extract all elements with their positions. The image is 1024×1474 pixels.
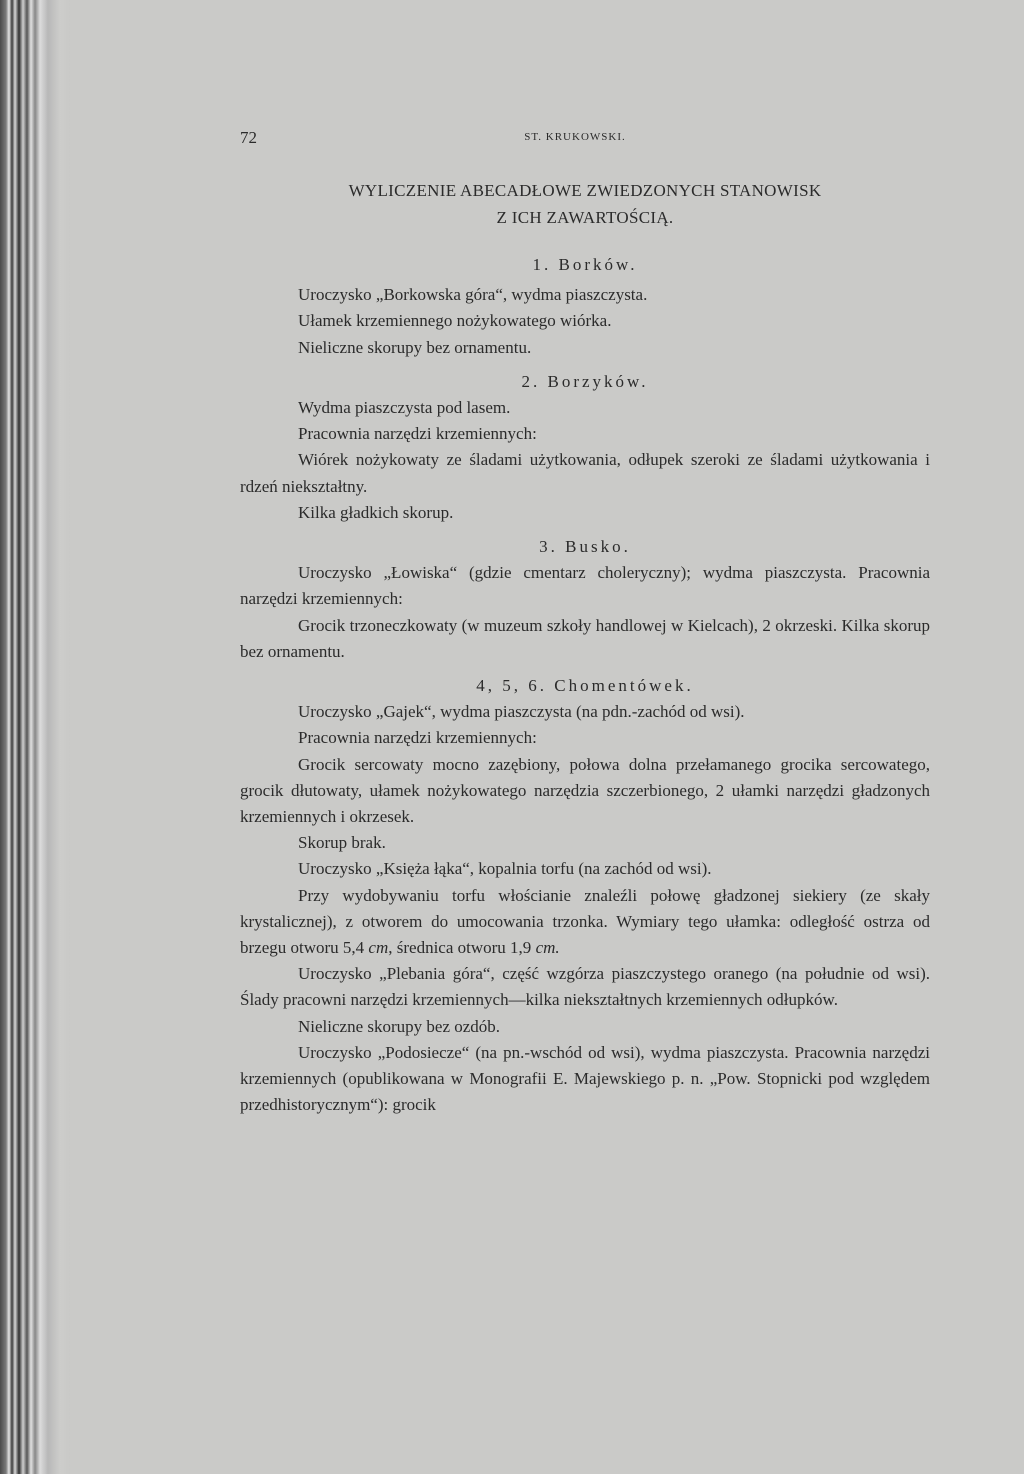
paragraph: Nieliczne skorupy bez ozdób.	[298, 1016, 501, 1036]
paragraph: Uroczysko „Plebania góra“, część wzgórza piaszczystego oranego (na południe od wsi). Ślady pracowni narzędzi krzemiennych—kilka niekształtnych krzemiennych odłupków.	[240, 964, 930, 1010]
entry-heading-chomentowek: 4, 5, 6. Chomentówek.	[476, 676, 694, 696]
paragraph: Kilka gładkich skorup.	[298, 502, 454, 522]
paragraph: Nieliczne skorupy bez ornamentu.	[298, 337, 532, 357]
main-text	[240, 252, 930, 1119]
paragraph: Uroczysko „Podosiecze“ (na pn.-wschód od wsi), wydma piaszczysta. Pracownia narzędzi krzemiennych (opublikowana w Monografii E. Majewskiego p. n. „Pow. Stopnicki pod względem przedhistorycznym“): grocik	[240, 1042, 930, 1115]
entry-heading-borzykow: 2. Borzyków.	[521, 371, 649, 391]
book-binding	[0, 0, 70, 1474]
paragraph: Pracownia narzędzi krzemiennych:	[298, 728, 537, 748]
paragraph: Uroczysko „Księża łąka“, kopalnia torfu (na zachód od wsi).	[298, 859, 712, 879]
paragraph: Grocik sercowaty mocno zazębiony, połowa dolna przełamanego grocika sercowatego, grocik dłutowaty, ułamek nożykowatego narzędzia szczerbionego, 2 ułamki narzędzi gładzonych krzemiennych i okrzesek.	[240, 754, 930, 827]
section-title	[240, 177, 930, 231]
paragraph: Uroczysko „Borkowska góra“, wydma piaszczysta.	[298, 285, 648, 305]
paragraph: Uroczysko „Łowiska“ (gdzie cmentarz choleryczny); wydma piaszczysta. Pracownia narzędzi krzemiennych:	[240, 563, 930, 609]
page-number: 72	[240, 128, 257, 147]
page-header	[240, 128, 930, 150]
paragraph: Ułamek krzemiennego nożykowatego wiórka.	[298, 311, 612, 331]
entry-heading-borkow: 1. Borków.	[532, 255, 638, 274]
entry-heading-busko: 3. Busko.	[539, 537, 631, 557]
paragraph: Uroczysko „Gajek“, wydma piaszczysta (na pdn.-zachód od wsi).	[298, 702, 745, 722]
title-line-2: Z ICH ZAWARTOŚCIĄ.	[496, 208, 674, 227]
paragraph: Wiórek nożykowaty ze śladami użytkowania, odłupek szeroki ze śladami użytkowania i rdzeń niekształtny.	[240, 450, 930, 496]
paragraph: Skorup brak.	[298, 833, 386, 853]
running-head: ST. KRUKOWSKI.	[524, 131, 626, 143]
paragraph: Przy wydobywaniu torfu włościanie znaleźli połowę gładzonej siekiery (ze skały krystalicznej), z otworem do umocowania trzonka. Wymiary tego ułamka: odległość ostrza od brzegu otworu 5,4 cm, średnica otworu 1,9 cm.	[240, 885, 930, 958]
paragraph: Pracownia narzędzi krzemiennych:	[298, 424, 537, 444]
paragraph: Grocik trzoneczkowaty (w muzeum szkoły handlowej w Kielcach), 2 okrzeski. Kilka skorup bez ornamentu.	[240, 615, 930, 661]
paragraph: Wydma piaszczysta pod lasem.	[298, 398, 511, 418]
title-line-1: WYLICZENIE ABECADŁOWE ZWIEDZONYCH STANOWISK	[348, 181, 822, 200]
